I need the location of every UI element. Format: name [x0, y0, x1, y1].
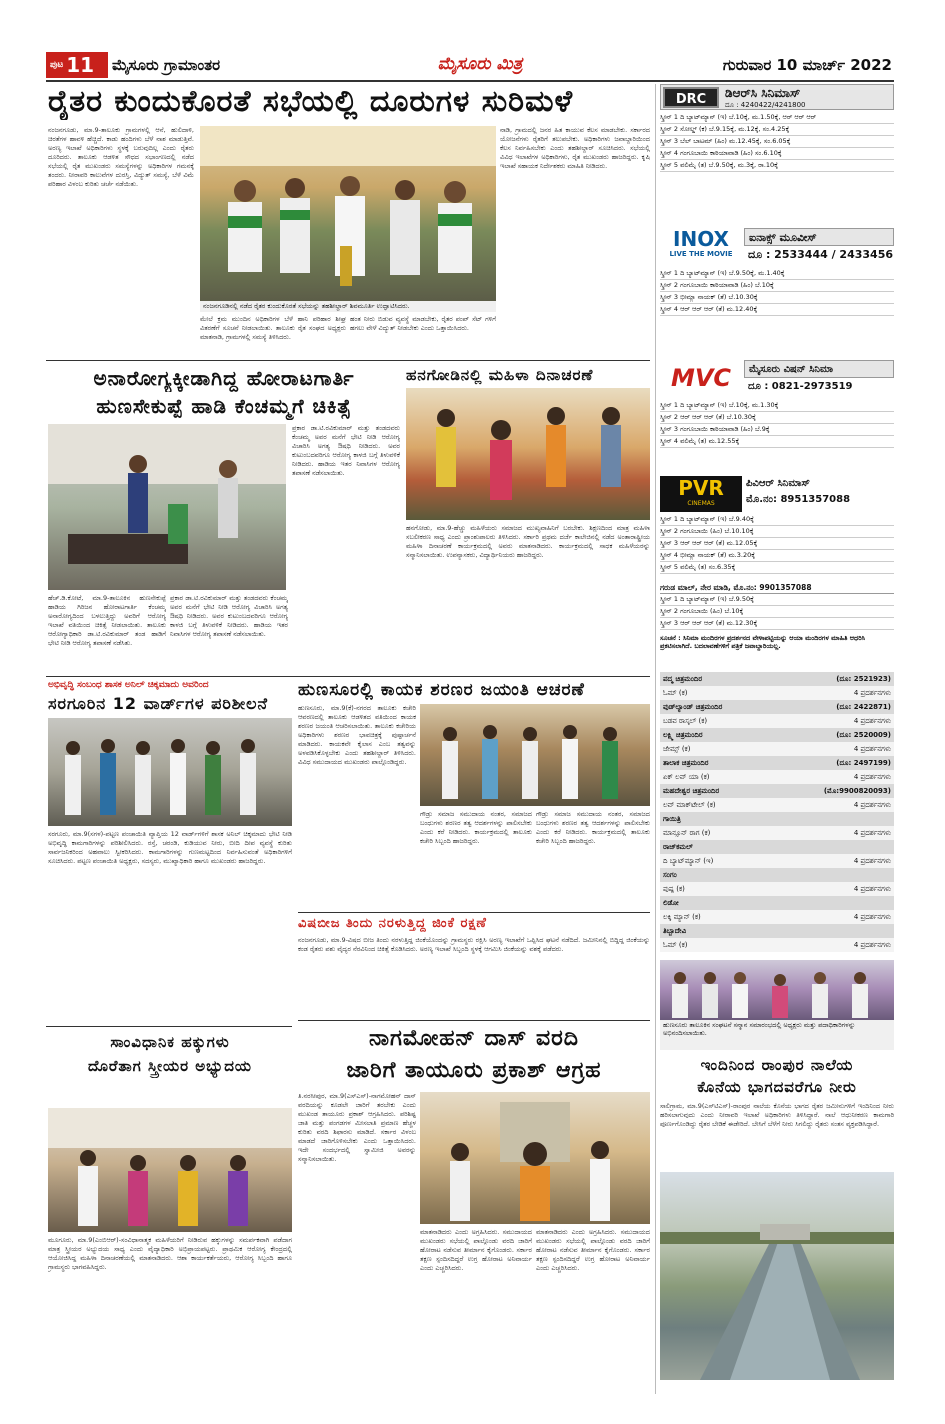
theatre-movie-row — [660, 742, 894, 756]
mvc-logo: MVC — [670, 364, 732, 392]
garuda-screen-row: ಸ್ಕ್ರೀನ್ 1 ದಿ ಬ್ಯಾಟ್‌ಮ್ಯಾನ್ (ಇ) ಬೆ.9.50ಕ್ಕೆ — [660, 594, 894, 606]
felicitation-photo — [660, 960, 894, 1020]
theatre-movie-row — [660, 686, 894, 700]
theatre-name-row — [660, 868, 894, 882]
inox-logo-box — [660, 228, 742, 264]
header-rule — [46, 80, 894, 82]
story8-headline-2: ದೊರೆತಾಗ ಸ್ತ್ರೀಯರ ಅಭ್ಯುದಯ — [88, 1057, 252, 1075]
pvr-screens — [660, 514, 894, 574]
drc-screen-row: ಸ್ಕ್ರೀನ್ 3 ಬೆಲ್ ಬಾಟಮ್ (ಹಿಂ) ಮ.12.45ಕ್ಕೆ, ಸಂ.6.05ಕ್ಕೆ — [660, 136, 894, 148]
theatre-movie: ಲಕ್ಕಿ ಮ್ಯಾನ್ (ಕ) — [663, 913, 701, 921]
pvr-logo-box — [660, 476, 742, 512]
divider — [46, 360, 650, 361]
story5-body-col2: ಗೌಡ್ರು ಸಮಾಜ ಸಮುದಾಯ ನಂತರ, ಸಮಾಜದ ಬಂಧುಗಳು ಶರಣರ ತತ್ವ ಆದರ್ಶಗಳನ್ನು ಪಾಲಿಸಬೇಕು ಎಂದು ಕರೆ ನೀಡಿದರು. ಕಾರ್ಯಕ್ರಮದಲ್ಲಿ ತಾಲೂಕು ಕಚೇರಿ ಸಿಬ್ಬಂದಿ ಹಾಜರಿದ್ದರು. — [420, 810, 532, 845]
theatre-phone: (ದೂ: 2422871) — [836, 703, 891, 711]
theatre-movie-row — [660, 826, 894, 840]
mvc-phone: ದೂ : 0821-2973519 — [748, 381, 853, 392]
pvr-listing — [660, 476, 894, 576]
story5-body-col3: ಗೌಡ್ರು ಸಮಾಜ ಸಮುದಾಯ ನಂತರ, ಸಮಾಜದ ಬಂಧುಗಳು ಶರಣರ ತತ್ವ ಆದರ್ಶಗಳನ್ನು ಪಾಲಿಸಬೇಕು ಎಂದು ಕರೆ ನೀಡಿದರು. ಕಾರ್ಯಕ್ರಮದಲ್ಲಿ ತಾಲೂಕು ಕಚೇರಿ ಸಿಬ್ಬಂದಿ ಹಾಜರಿದ್ದರು. — [536, 810, 650, 845]
theatre-shows: 4 ಪ್ರದರ್ಶನಗಳು — [853, 857, 891, 865]
theatre-name: ರಾಜ್‌ಕಮಲ್ — [663, 843, 693, 851]
theatre-movie: ಬಡವ ರಾಸ್ಕಲ್ (ಕ) — [663, 717, 708, 725]
lead-photo-caption: ನಂಜನಗೂಡಿನಲ್ಲಿ ನಡೆದ ರೈತರ ಕುಂದುಕೊರತೆ ಸಭೆಯನ್ನು ತಹಶೀಲ್ದಾರ್ ಶಿವಮೂರ್ತಿ ಉದ್ಘಾಟಿಸಿದರು. — [200, 301, 496, 312]
section-title: ಮೈಸೂರು ಗ್ರಾಮಾಂತರ — [112, 56, 221, 74]
story5-photo-scene — [420, 704, 650, 806]
garuda-screen-row: ಸ್ಕ್ರೀನ್ 2 ಗಂಗೂಬಾಯಿ (ಹಿಂ) ಬೆ.10ಕ್ಕೆ — [660, 606, 894, 618]
story2-photo-scene — [48, 424, 286, 590]
lead-body-col3: ಹಂತ ನೀರು ಬಿಡುವ ವ್ಯವಸ್ಥೆ ಮಾಡಬೇಕು, ರೈತರ ಪಂಪ್ ಸೆಟ್ ಗಳಿಗೆ ಹಗಲು ವೇಳೆ ವಿದ್ಯುತ್ ನೀಡಬೇಕು ಎಂದು ಒತ್ತಾಯಿಸಿದರು. — [350, 315, 496, 332]
theatre-movie: ಲವ್ ಮಾಕ್‌ಟೇಲ್ (ಕ) — [663, 801, 716, 809]
theatre-shows: 4 ಪ್ರದರ್ಶನಗಳು — [853, 773, 891, 781]
inox-screen-row: ಸ್ಕ್ರೀನ್ 2 ಗಂಗೂಬಾಯಿ ಕಾಠಿಯಾವಾಡಿ (ಹಿಂ) ಬೆ.10ಕ್ಕೆ — [660, 280, 894, 292]
theatre-name-row — [660, 728, 894, 742]
theatre-shows: 4 ಪ್ರದರ್ಶನಗಳು — [853, 913, 891, 921]
theatre-name: ವುಡ್‌ಲ್ಯಾಂಡ್ ಚಿತ್ರಮಂದಿರ — [663, 703, 723, 711]
drc-phone: ದೂ : 4240422/4241800 — [725, 101, 806, 109]
pvr-logo: PVR — [678, 476, 724, 500]
story5-body-col1: ಹುಣಸೂರು, ಮಾ.9(ಕೆ)-ನಗರದ ತಾಲೂಕು ಕಚೇರಿ ಆವರಣದಲ್ಲಿ ತಾಲೂಕು ಆಡಳಿತದ ವತಿಯಿಂದ ಕಾಯಕ ಶರಣರ ಜಯಂತಿ ಆಚರಿಸಲಾಯಿತು. ತಾಲೂಕು ಕಚೇರಿಯ ಅಧಿಕಾರಿಗಳು ಶರಣರ ಭಾವಚಿತ್ರಕ್ಕೆ ಪುಷ್ಪಾರ್ಚನೆ ಮಾಡಿದರು. ಕಾಯಕವೇ ಕೈಲಾಸ ಎಂಬ ತತ್ವವನ್ನು ಅಳವಡಿಸಿಕೊಳ್ಳಬೇಕು ಎಂದು ತಹಶೀಲ್ದಾರ್ ತಿಳಿಸಿದರು. ವಿವಿಧ ಸಮುದಾಯದ ಮುಖಂಡರು ಪಾಲ್ಗೊಂಡಿದ್ದರು. — [298, 704, 416, 766]
theatre-phone: (ದೂ: 2497199) — [836, 759, 891, 767]
theatre-name: ಪದ್ಮ ಚಿತ್ರಮಂದಿರ — [663, 675, 703, 683]
drc-listing — [660, 84, 894, 216]
theatre-movie-row — [660, 854, 894, 868]
lead-body-col4: ನಾಡಿ, ಗ್ರಾಮದಲ್ಲಿ ಜನರ ಹಿತ ಕಾಯುವ ಕೆಲಸ ಮಾಡಬೇಕು. ಸರ್ಕಾರದ ಯೋಜನೆಗಳು ರೈತರಿಗೆ ತಲುಪಬೇಕು. ಅಧಿಕಾರಿಗಳು ಜವಾಬ್ದಾರಿಯಿಂದ ಕೆಲಸ ನಿರ್ವಹಿಸಬೇಕು ಎಂದು ತಹಶೀಲ್ದಾರ್ ಸೂಚಿಸಿದರು. ಸಭೆಯಲ್ಲಿ ವಿವಿಧ ಇಲಾಖೆಗಳ ಅಧಿಕಾರಿಗಳು, ರೈತ ಮುಖಂಡರು ಹಾಜರಿದ್ದರು. ಕೃಷಿ ಇಲಾಖೆ ಸಹಾಯಕ ನಿರ್ದೇಶಕರು ಮಾಹಿತಿ ನೀಡಿದರು. — [500, 126, 650, 170]
story8-body: ಮೂಗೂರು, ಮಾ.9(ಎಂಬಿಆರ್)-ಸಂವಿಧಾನಾತ್ಮಕ ಮಹಿಳೆಯರಿಗೆ ನೀಡಿರುವ ಹಕ್ಕುಗಳನ್ನು ಸಮರ್ಪಕವಾಗಿ ಪಡೆದಾಗ ಮಾತ್ರ ಸ್ತ್ರೀಯರ ಅಭ್ಯುದಯ ಸಾಧ್ಯ ಎಂದು ವೈದ್ಯಾಧಿಕಾರಿ ಅಭಿಪ್ರಾಯಪಟ್ಟರು. ಪ್ರಾಥಮಿಕ ಆರೋಗ್ಯ ಕೇಂದ್ರದಲ್ಲಿ ಆಯೋಜಿಸಿದ್ದ ಮಹಿಳಾ ದಿನಾಚರಣೆಯಲ್ಲಿ ಮಾತನಾಡಿದರು. ಆಶಾ ಕಾರ್ಯಕರ್ತೆಯರು, ಆರೋಗ್ಯ ಸಿಬ್ಬಂದಿ ಹಾಗೂ ಗ್ರಾಮಸ್ಥರು ಭಾಗವಹಿಸಿದ್ದರು. — [48, 1236, 292, 1271]
story8-photo-scene — [48, 1108, 292, 1232]
theatre-movie-row — [660, 770, 894, 784]
theatre-name: ಗಾಯಿತ್ರಿ — [663, 815, 681, 823]
theatre-movie-row — [660, 938, 894, 952]
theatre-movie-row — [660, 714, 894, 728]
divider — [46, 676, 650, 677]
story3-headline: ಹನಗೋಡಿನಲ್ಲಿ ಮಹಿಳಾ ದಿನಾಚರಣೆ — [406, 366, 594, 384]
story2-headline-2: ಹುಣಸೇಕುಪ್ಪೆ ಹಾಡಿ ಕೆಂಚಮ್ಮಗೆ ಚಿಕಿತ್ಸೆ — [96, 394, 352, 418]
lead-body-col2: ಮೇಲೆ ಕ್ರಮ ಮುಂದಿನ ಅಧಿಕಾರಿಗಳ ಬೆಳೆ ಹಾನಿ ಪರಿಹಾರ ಶೀಘ್ರ ವಿತರಣೆಗೆ ಸೂಚನೆ ನೀಡಲಾಯಿತು. ತಾಲೂಕು ರೈತ ಸಂಘದ ಅಧ್ಯಕ್ಷರು ಮಾತನಾಡಿ, ಗ್ರಾಮಗಳಲ್ಲಿ ಸಮಸ್ಯೆ ತಿಳಿಸಿದರು. — [200, 315, 346, 341]
theatre-name: ಲಕ್ಷ್ಮಿ ಚಿತ್ರಮಂದಿರ — [663, 731, 703, 739]
inox-screens — [660, 268, 894, 316]
dateline: ಗುರುವಾರ 10 ಮಾರ್ಚ್ 2022 — [722, 56, 892, 74]
garuda-title: ಗರುಡ ಮಾಲ್, ನೇರ ಮಾಡಿ, ಮೊ.ನಂ: 9901357088 — [660, 582, 894, 594]
drc-screen-row: ಸ್ಕ್ರೀನ್ 1 ದಿ ಬ್ಯಾಟ್‌ಮ್ಯಾನ್ (ಇ) ಬೆ.10ಕ್ಕೆ, ಮ.1.50ಕ್ಕೆ, ಆರ್ ಆರ್ ಆರ್ — [660, 112, 894, 124]
theatre-shows: 4 ಪ್ರದರ್ಶನಗಳು — [853, 745, 891, 753]
mvc-screen-row: ಸ್ಕ್ರೀನ್ 4 ವಲಿಮೈ (ತ) ಮ.12.55ಕ್ಕೆ — [660, 436, 894, 448]
theatre-phone: (ದೂ: 2521923) — [836, 675, 891, 683]
theatre-name-row — [660, 672, 894, 686]
inox-logo: INOX — [673, 227, 729, 251]
theatre-name: ಸಂಗಂ — [663, 871, 677, 879]
theatre-phone: (ಮೊ:9900820093) — [823, 787, 891, 795]
masthead: ಮೈಸೂರು ಮಿತ್ರ — [437, 54, 523, 74]
drc-logo: DRC — [663, 87, 719, 108]
lead-body-col1: ನಂಜನಗೂಡು, ಮಾ.9-ತಾಲೂಕು ಗ್ರಾಮಗಳಲ್ಲಿ ಆನೆ, ಹುಲಿದಾಳಿ, ಚಿರತೆಗಳ ಹಾವಳಿ ಹೆಚ್ಚಿದೆ. ಕಾಡು ಹಂದಿಗಳು ಬೆಳೆ ನಾಶ ಮಾಡುತ್ತಿವೆ. ಅರಣ್ಯ ಇಲಾಖೆ ಅಧಿಕಾರಿಗಳು ಸ್ಥಳಕ್ಕೆ ಬರುವುದಿಲ್ಲ ಎಂದು ರೈತರು ದೂರಿದರು. ತಾಲೂಕು ಆಡಳಿತ ಸೌಧದ ಸಭಾಂಗಣದಲ್ಲಿ ನಡೆದ ಸಭೆಯಲ್ಲಿ ರೈತ ಮುಖಂಡರು ಸಮಸ್ಯೆಗಳನ್ನು ಅಧಿಕಾರಿಗಳ ಗಮನಕ್ಕೆ ತಂದರು. ನೀರಾವರಿ ಕಾಲುವೆಗಳ ದುರಸ್ತಿ, ವಿದ್ಯುತ್ ಸಮಸ್ಯೆ, ಬೆಳೆ ವಿಮೆ ಪರಿಹಾರ ವಿಳಂಬ ಕುರಿತು ಚರ್ಚೆ ನಡೆಯಿತು. — [48, 126, 194, 188]
theatre-movie-row — [660, 882, 894, 896]
theatre-movie: ಪುಷ್ಪ (ಕ) — [663, 885, 685, 893]
theatre-shows: 4 ಪ್ರದರ್ಶನಗಳು — [853, 689, 891, 697]
garuda-listing — [660, 582, 894, 632]
theatre-name-row — [660, 784, 894, 798]
theatre-name: ಲಿಡೋ — [663, 899, 679, 907]
story9-headline-1: ಇಂದಿನಿಂದ ರಾಂಪುರ ನಾಲೆಯ — [700, 1056, 854, 1074]
pvr-screen-row: ಸ್ಕ್ರೀನ್ 1 ದಿ ಬ್ಯಾಟ್‌ಮ್ಯಾನ್ (ಇ) ಬೆ.9.40ಕ್ಕೆ — [660, 514, 894, 526]
theatre-movie: ಜೇಮ್ಸ್ (ಕ) — [663, 745, 691, 753]
pvr-tagline: CINEMAS — [687, 500, 715, 507]
story2-body-col1: ಹೆಚ್.ಡಿ.ಕೋಟೆ, ಮಾ.9-ತಾಲೂಕಿನ ಹುಣಸೇಕುಪ್ಪೆ ಹಾಡಿಯ ಗಿರಿಜನ ಹೋರಾಟಗಾರ್ತಿ ಕೆಂಚಮ್ಮ ಅನಾರೋಗ್ಯದಿಂದ ಬಳಲುತ್ತಿದ್ದು ಅವರಿಗೆ ಆರೋಗ್ಯ ಇಲಾಖೆ ವತಿಯಿಂದ ಚಿಕಿತ್ಸೆ ನೀಡಲಾಯಿತು. ತಾಲೂಕು ಆರೋಗ್ಯಾಧಿಕಾರಿ ಡಾ.ಟಿ.ರವಿಕುಮಾರ್ ತಂಡ ಹಾಡಿಗೆ ಭೇಟಿ ನೀಡಿ ಆರೋಗ್ಯ ತಪಾಸಣೆ ನಡೆಸಿತು. — [48, 594, 166, 647]
drc-screen-row: ಸ್ಕ್ರೀನ್ 4 ಗಂಗೂಬಾಯಿ ಕಾಠಿಯಾವಾಡಿ (ಹಿಂ) ಸಂ.6.10ಕ್ಕೆ — [660, 148, 894, 160]
inox-title: ಐನಾಕ್ಸ್ ಮೂವೀಸ್ — [744, 228, 894, 246]
story7-photo-scene — [420, 1092, 650, 1224]
garuda-screen-row: ಸ್ಕ್ರೀನ್ 3 ಆರ್ ಆರ್ ಆರ್ (ತೆ) ಮ.12.30ಕ್ಕೆ — [660, 618, 894, 630]
theatre-phone: (ದೂ: 2520009) — [836, 731, 891, 739]
theatre-movie: ಓಮ್ (ಕ) — [663, 941, 688, 949]
divider — [298, 1020, 650, 1021]
story4-kicker: ಅಭಿವೃದ್ಧಿ ಸಂಬಂಧ ಶಾಸಕ ಅನಿಲ್ ಚಿಕ್ಕಮಾದು ಅವರಿಂದ — [48, 680, 209, 690]
lead-headline: ರೈತರ ಕುಂದುಕೊರತೆ ಸಭೆಯಲ್ಲಿ ದೂರುಗಳ ಸುರಿಮಳೆ — [48, 84, 574, 119]
felicitation-caption: ಹುಣಸೂರು ತಾಲೂಕಿನ ಸಂಘಟನೆ ಸನ್ಮಾನ ಸಮಾರಂಭದಲ್ಲಿ ಅಧ್ಯಕ್ಷರು ಮತ್ತು ಪದಾಧಿಕಾರಿಗಳನ್ನು ಅಭಿನಂದಿಸಲಾಯಿತು. — [660, 1020, 894, 1050]
story8-photo — [48, 1108, 292, 1232]
story8-headline-1: ಸಾಂವಿಧಾನಿಕ ಹಕ್ಕುಗಳು — [110, 1033, 230, 1051]
story4-photo-scene — [48, 718, 292, 826]
story3-photo — [406, 388, 650, 520]
story7-body-col1: ತಿ.ನರಸೀಪುರ, ಮಾ.9(ಎಸ್‌ಎಸ್)-ನಾಗಮೋಹನ್ ದಾಸ್ ವರದಿಯನ್ನು ಕೂಡಲೇ ಜಾರಿಗೆ ತರಬೇಕು ಎಂದು ಮುಖಂಡ ತಾಯೂರು ಪ್ರಕಾಶ್ ಆಗ್ರಹಿಸಿದರು. ಪರಿಶಿಷ್ಟ ಜಾತಿ ಮತ್ತು ಪಂಗಡಗಳ ಮೀಸಲಾತಿ ಪ್ರಮಾಣ ಹೆಚ್ಚಳ ಕುರಿತು ವರದಿ ಶಿಫಾರಸು ಮಾಡಿದೆ. ಸರ್ಕಾರ ವಿಳಂಬ ಮಾಡದೆ ಜಾರಿಗೊಳಿಸಬೇಕು ಎಂದು ಒತ್ತಾಯಿಸಿದರು. ಇದೇ ಸಂದರ್ಭದಲ್ಲಿ ಸ್ವಾಮೀಜಿ ಅವರನ್ನು ಸನ್ಮಾನಿಸಲಾಯಿತು. — [298, 1092, 416, 1163]
column-divider — [655, 84, 656, 1394]
theatre-shows: 4 ಪ್ರದರ್ಶನಗಳು — [853, 717, 891, 725]
inox-screen-row: ಸ್ಕ್ರೀನ್ 1 ದಿ ಬ್ಯಾಟ್‌ಮ್ಯಾನ್ (ಇ) ಬೆ.9.50ಕ್ಕೆ, ಮ.1.40ಕ್ಕೆ — [660, 268, 894, 280]
story5-photo — [420, 704, 650, 806]
mvc-screen-row: ಸ್ಕ್ರೀನ್ 1 ದಿ ಬ್ಯಾಟ್‌ಮ್ಯಾನ್ (ಇ) ಬೆ.10ಕ್ಕೆ, ಮ.1.30ಕ್ಕೆ — [660, 400, 894, 412]
theatre-movie: ದಿ ಬ್ಯಾಟ್‌ಮ್ಯಾನ್ (ಇ) — [663, 857, 714, 865]
story9-body: ಸಾಲಿಗ್ರಾಮ, ಮಾ.9(ಎಸ್‌ಟಿಎಸ್)-ರಾಂಪುರ ನಾಲೆಯ ಕೊನೆಯ ಭಾಗದ ರೈತರ ಜಮೀನುಗಳಿಗೆ ಇಂದಿನಿಂದ ನೀರು ಹರಿಸಲಾಗುವುದು ಎಂದು ನೀರಾವರಿ ಇಲಾಖೆ ಅಧಿಕಾರಿಗಳು ತಿಳಿಸಿದ್ದಾರೆ. ನಾಲೆ ಆಧುನೀಕರಣ ಕಾಮಗಾರಿ ಪೂರ್ಣಗೊಂಡಿದ್ದು ರೈತರ ಬೇಡಿಕೆ ಈಡೇರಿದೆ. ಬೇಸಿಗೆ ಬೆಳೆಗೆ ನೀರು ಸಿಗಲಿದ್ದು ರೈತರು ಸಂತಸ ವ್ಯಕ್ತಪಡಿಸಿದ್ದಾರೆ. — [660, 1102, 894, 1128]
theatre-shows: 4 ಪ್ರದರ್ಶನಗಳು — [853, 885, 891, 893]
theatre-movie: ಓಮ್ (ಕ) — [663, 689, 688, 697]
felicitation-photo-figures — [660, 960, 894, 1020]
theatre-name-row — [660, 840, 894, 854]
pvr-screen-row: ಸ್ಕ್ರೀನ್ 4 ಭೀಮ್ಲಾ ನಾಯಕ್ (ತೆ) ಮ.3.20ಕ್ಕೆ — [660, 550, 894, 562]
theatre-shows: 4 ಪ್ರದರ್ಶನಗಳು — [853, 801, 891, 809]
theatre-name-row — [660, 700, 894, 714]
story4-photo — [48, 718, 292, 826]
story3-body: ಹನಗೋಡು, ಮಾ.9-ಹೆಚ್ಚು ಮಹಿಳೆಯರು ಸಮಾಜದ ಮುಖ್ಯವಾಹಿನಿಗೆ ಬರಬೇಕು. ಶಿಕ್ಷಣದಿಂದ ಮಾತ್ರ ಮಹಿಳಾ ಸಬಲೀಕರಣ ಸಾಧ್ಯ ಎಂದು ಪ್ರಾಂಶುಪಾಲರು ತಿಳಿಸಿದರು. ಸರ್ಕಾರಿ ಪ್ರಥಮ ದರ್ಜೆ ಕಾಲೇಜಿನಲ್ಲಿ ನಡೆದ ಅಂತಾರಾಷ್ಟ್ರೀಯ ಮಹಿಳಾ ದಿನಾಚರಣೆ ಕಾರ್ಯಕ್ರಮದಲ್ಲಿ ಅವರು ಮಾತನಾಡಿದರು. ಕಾರ್ಯಕ್ರಮದಲ್ಲಿ ಸಾಧಕ ಮಹಿಳೆಯರನ್ನು ಸನ್ಮಾನಿಸಲಾಯಿತು. ಉಪನ್ಯಾಸಕರು, ವಿದ್ಯಾರ್ಥಿನಿಯರು ಹಾಜರಿದ್ದರು. — [406, 524, 650, 559]
page-number: 11 — [66, 53, 95, 77]
story7-body-col3: ಮಾತನಾಡಿದರು ಎಂದು ಅಗ್ರಹಿಸಿದರು. ಸಮುದಾಯದ ಮುಖಂಡರು ಸಭೆಯಲ್ಲಿ ಪಾಲ್ಗೊಂಡು ವರದಿ ಜಾರಿಗೆ ಹೋರಾಟ ನಡೆಸುವ ತೀರ್ಮಾನ ಕೈಗೊಂಡರು. ಸರ್ಕಾರ ತಕ್ಷಣ ಸ್ಪಂದಿಸದಿದ್ದರೆ ಉಗ್ರ ಹೋರಾಟ ಅನಿವಾರ್ಯ ಎಂದು ಎಚ್ಚರಿಸಿದರು. — [536, 1228, 650, 1272]
theatre-name-row — [660, 896, 894, 910]
theatre-shows: 4 ಪ್ರದರ್ಶನಗಳು — [853, 941, 891, 949]
mvc-title: ಮೈಸೂರು ವಿಷನ್ ಸಿನಿಮಾ — [744, 360, 894, 378]
drc-screens — [660, 112, 894, 172]
lead-photo-figures — [200, 126, 496, 301]
pvr-screen-row: ಸ್ಕ್ರೀನ್ 3 ಆರ್ ಆರ್ ಆರ್ (ತೆ) ಮ.12.05ಕ್ಕೆ — [660, 538, 894, 550]
story6-headline: ವಿಷಬೀಜ ತಿಂದು ನರಳುತ್ತಿದ್ದ ಜಿಂಕೆ ರಕ್ಷಣೆ — [298, 916, 487, 931]
page-label: ಪುಟ — [50, 60, 64, 70]
theatre-movie: ಏಕ್ ಲವ್ ಯಾ (ಕ) — [663, 773, 710, 781]
theatre-movie-row — [660, 798, 894, 812]
story2-headline-1: ಅನಾರೋಗ್ಯಕ್ಕೀಡಾಗಿದ್ದ ಹೋರಾಟಗಾರ್ತಿ — [93, 366, 355, 390]
theatre-shows: 4 ಪ್ರದರ್ಶನಗಳು — [853, 829, 891, 837]
pvr-title: ಪಿವಿಆರ್ ಸಿನಿಮಾಸ್ — [746, 478, 810, 489]
story2-body-col3: ಪ್ರಕಾರ ಡಾ.ಟಿ.ರವಿಕುಮಾರ್ ಮತ್ತು ತಂಡದವರು ಕೆಂಚಮ್ಮ ಅವರ ಮನೆಗೆ ಭೇಟಿ ನೀಡಿ ಆರೋಗ್ಯ ವಿಚಾರಿಸಿ ಅಗತ್ಯ ಔಷಧಿ ನೀಡಿದರು. ಅವರ ಕುಟುಂಬದವರಿಗೂ ಆರೋಗ್ಯ ಕಾಳಜಿ ಬಗ್ಗೆ ತಿಳುವಳಿಕೆ ನೀಡಿದರು. ಹಾಡಿಯ ಇತರ ನಿವಾಸಿಗಳ ಆರೋಗ್ಯ ತಪಾಸಣೆ ನಡೆಸಲಾಯಿತು. — [292, 424, 400, 477]
story9-headline-2: ಕೊನೆಯ ಭಾಗದವರೆಗೂ ನೀರು — [697, 1078, 857, 1096]
mvc-screen-row: ಸ್ಕ್ರೀನ್ 2 ಆರ್ ಆರ್ ಆರ್ (ತೆ) ಬೆ.10.30ಕ್ಕೆ — [660, 412, 894, 424]
theatre-movie-row — [660, 910, 894, 924]
drc-header — [660, 84, 894, 110]
story5-headline: ಹುಣಸೂರಲ್ಲಿ ಕಾಯಕ ಶರಣರ ಜಯಂತಿ ಆಚರಣೆ — [298, 680, 585, 700]
canal-photo — [660, 1172, 894, 1380]
inox-phone: ದೂ : 2533444 / 2433456 — [748, 248, 894, 261]
inox-tagline: LIVE THE MOVIE — [669, 250, 733, 258]
divider — [298, 912, 650, 913]
drc-screen-row: ಸ್ಕ್ರೀನ್ 2 ಸೋಲ್ಡ್ (ಕ) ಬೆ.9.15ಕ್ಕೆ, ಮ.12ಕ್ಕೆ, ಸಂ.4.25ಕ್ಕೆ — [660, 124, 894, 136]
inox-screen-row: ಸ್ಕ್ರೀನ್ 4 ಆರ್ ಆರ್ ಆರ್ (ತೆ) ಮ.12.40ಕ್ಕೆ — [660, 304, 894, 316]
theatre-name: ತಾಲಾಕ ಚಿತ್ರಮಂದಿರ — [663, 759, 709, 767]
story3-photo-scene — [406, 388, 650, 520]
story7-body-col2: ಮಾತನಾಡಿದರು ಎಂದು ಅಗ್ರಹಿಸಿದರು. ಸಮುದಾಯದ ಮುಖಂಡರು ಸಭೆಯಲ್ಲಿ ಪಾಲ್ಗೊಂಡು ವರದಿ ಜಾರಿಗೆ ಹೋರಾಟ ನಡೆಸುವ ತೀರ್ಮಾನ ಕೈಗೊಂಡರು. ಸರ್ಕಾರ ತಕ್ಷಣ ಸ್ಪಂದಿಸದಿದ್ದರೆ ಉಗ್ರ ಹೋರಾಟ ಅನಿವಾರ್ಯ ಎಂದು ಎಚ್ಚರಿಸಿದರು. — [420, 1228, 532, 1272]
pvr-screen-row: ಸ್ಕ್ರೀನ್ 5 ವಲಿಮೈ (ತ) ಸಂ.6.35ಕ್ಕೆ — [660, 562, 894, 574]
mvc-listing — [660, 360, 894, 470]
divider — [46, 1026, 292, 1027]
pvr-screen-row: ಸ್ಕ್ರೀನ್ 2 ಗಂಗೂಬಾಯಿ (ಹಿಂ) ಬೆ.10.10ಕ್ಕೆ — [660, 526, 894, 538]
inox-screen-row: ಸ್ಕ್ರೀನ್ 3 ಭೀಮ್ಲಾ ನಾಯಕ್ (ತೆ) ಬೆ.10.30ಕ್ಕೆ — [660, 292, 894, 304]
pvr-phone: ಮೊ.ನಂ: 8951357088 — [746, 494, 851, 505]
story6-body: ನಂಜನಗೂಡು, ಮಾ.9-ವಿಷದ ಬೀಜ ತಿಂದು ನರಳುತ್ತಿದ್ದ ಜಿಂಕೆಯೊಂದನ್ನು ಗ್ರಾಮಸ್ಥರು ರಕ್ಷಿಸಿ ಅರಣ್ಯ ಇಲಾಖೆಗೆ ಒಪ್ಪಿಸಿದ ಘಟನೆ ನಡೆದಿದೆ. ಜಮೀನಿನಲ್ಲಿ ಬಿದ್ದಿದ್ದ ಜಿಂಕೆಯನ್ನು ಕಂಡ ರೈತರು ಪಶು ವೈದ್ಯರ ನೆರವಿನಿಂದ ಚಿಕಿತ್ಸೆ ಕೊಡಿಸಿದರು. ಅರಣ್ಯ ಇಲಾಖೆ ಸಿಬ್ಬಂದಿ ಸ್ಥಳಕ್ಕೆ ಆಗಮಿಸಿ ಜಿಂಕೆಯನ್ನು ವಶಕ್ಕೆ ಪಡೆದರು. — [298, 936, 650, 953]
drc-title: ಡಿಆರ್‌ಸಿ ಸಿನಿಮಾಸ್ — [725, 86, 801, 100]
theatre-name-row — [660, 924, 894, 938]
page-number-badge — [46, 52, 108, 78]
theatre-movie: ಮಾನ್ಸೂನ್ ರಾಗ (ಕ) — [663, 829, 711, 837]
mvc-screens — [660, 400, 894, 448]
story2-photo — [48, 424, 286, 590]
story7-headline-1: ನಾಗಮೋಹನ್ ದಾಸ್ ವರದಿ — [369, 1026, 579, 1051]
story4-headline: ಸರಗೂರಿನ 12 ವಾರ್ಡ್‌ಗಳ ಪರಿಶೀಲನೆ — [48, 694, 269, 713]
story2-body-col2: ಪ್ರಕಾರ ಡಾ.ಟಿ.ರವಿಕುಮಾರ್ ಮತ್ತು ತಂಡದವರು ಕೆಂಚಮ್ಮ ಅವರ ಮನೆಗೆ ಭೇಟಿ ನೀಡಿ ಆರೋಗ್ಯ ವಿಚಾರಿಸಿ ಅಗತ್ಯ ಔಷಧಿ ನೀಡಿದರು. ಅವರ ಕುಟುಂಬದವರಿಗೂ ಆರೋಗ್ಯ ಕಾಳಜಿ ಬಗ್ಗೆ ತಿಳುವಳಿಕೆ ನೀಡಿದರು. ಹಾಡಿಯ ಇತರ ನಿವಾಸಿಗಳ ಆರೋಗ್ಯ ತಪಾಸಣೆ ನಡೆಸಲಾಯಿತು. — [170, 594, 288, 638]
story7-headline-2: ಜಾರಿಗೆ ತಾಯೂರು ಪ್ರಕಾಶ್ ಆಗ್ರಹ — [346, 1058, 602, 1083]
lead-photo — [200, 126, 496, 301]
theatre-name: ತಿಬ್ಬಾದೇವಿ — [663, 927, 687, 935]
story7-photo — [420, 1092, 650, 1224]
theatre-name: ಮಹದೇಶ್ವರ ಚಿತ್ರಮಂದಿರ — [663, 787, 720, 795]
drc-screen-row: ಸ್ಕ್ರೀನ್ 5 ವಲಿಮೈ (ತ) ಬೆ.9.50ಕ್ಕೆ, ಮ.3ಕ್ಕೆ, ರಾ.10ಕ್ಕೆ — [660, 160, 894, 172]
cinema-notice: ಸೂಚನೆ : ಸಿನಿಮಾ ಮಂದಿರಗಳ ಪ್ರದರ್ಶನದ ವೇಳಾಪಟ್ಟಿಯನ್ನು ಆಯಾ ಮಂದಿರಗಳ ಮಾಹಿತಿ ಆಧರಿಸಿ ಪ್ರಕಟಿಸಲಾಗಿದೆ. ಬದಲಾವಣೆಗಳಿಗೆ ಪತ್ರಿಕೆ ಜವಾಬ್ದಾರಿಯಲ್ಲ. — [660, 634, 866, 650]
mvc-screen-row: ಸ್ಕ್ರೀನ್ 3 ಗಂಗೂಬಾಯಿ ಕಾಠಿಯಾವಾಡಿ (ಹಿಂ) ಬೆ.9ಕ್ಕೆ — [660, 424, 894, 436]
story4-body: ಸರಗೂರು, ಮಾ.9(ಸಗಳ)-ಪಟ್ಟಣ ಪಂಚಾಯಿತಿ ವ್ಯಾಪ್ತಿಯ 12 ವಾರ್ಡ್‌ಗಳಿಗೆ ಶಾಸಕ ಅನಿಲ್ ಚಿಕ್ಕಮಾದು ಭೇಟಿ ನೀಡಿ ಅಭಿವೃದ್ಧಿ ಕಾಮಗಾರಿಗಳನ್ನು ಪರಿಶೀಲಿಸಿದರು. ರಸ್ತೆ, ಚರಂಡಿ, ಕುಡಿಯುವ ನೀರು, ಬೀದಿ ದೀಪ ವ್ಯವಸ್ಥೆ ಕುರಿತು ಸಾರ್ವಜನಿಕರಿಂದ ಅಹವಾಲು ಸ್ವೀಕರಿಸಿದರು. ಕಾಮಗಾರಿಗಳನ್ನು ಗುಣಮಟ್ಟದಿಂದ ನಿರ್ವಹಿಸುವಂತೆ ಅಧಿಕಾರಿಗಳಿಗೆ ಸೂಚಿಸಿದರು. ಪಟ್ಟಣ ಪಂಚಾಯಿತಿ ಅಧ್ಯಕ್ಷರು, ಸದಸ್ಯರು, ಮುಖ್ಯಾಧಿಕಾರಿ ಹಾಗೂ ಮುಖಂಡರು ಹಾಜರಿದ್ದರು. — [48, 830, 292, 865]
theatre-name-row — [660, 756, 894, 770]
inox-listing — [660, 228, 894, 348]
theatre-name-row — [660, 812, 894, 826]
canal-photo-scene — [660, 1172, 894, 1380]
theatre-list — [660, 672, 894, 956]
